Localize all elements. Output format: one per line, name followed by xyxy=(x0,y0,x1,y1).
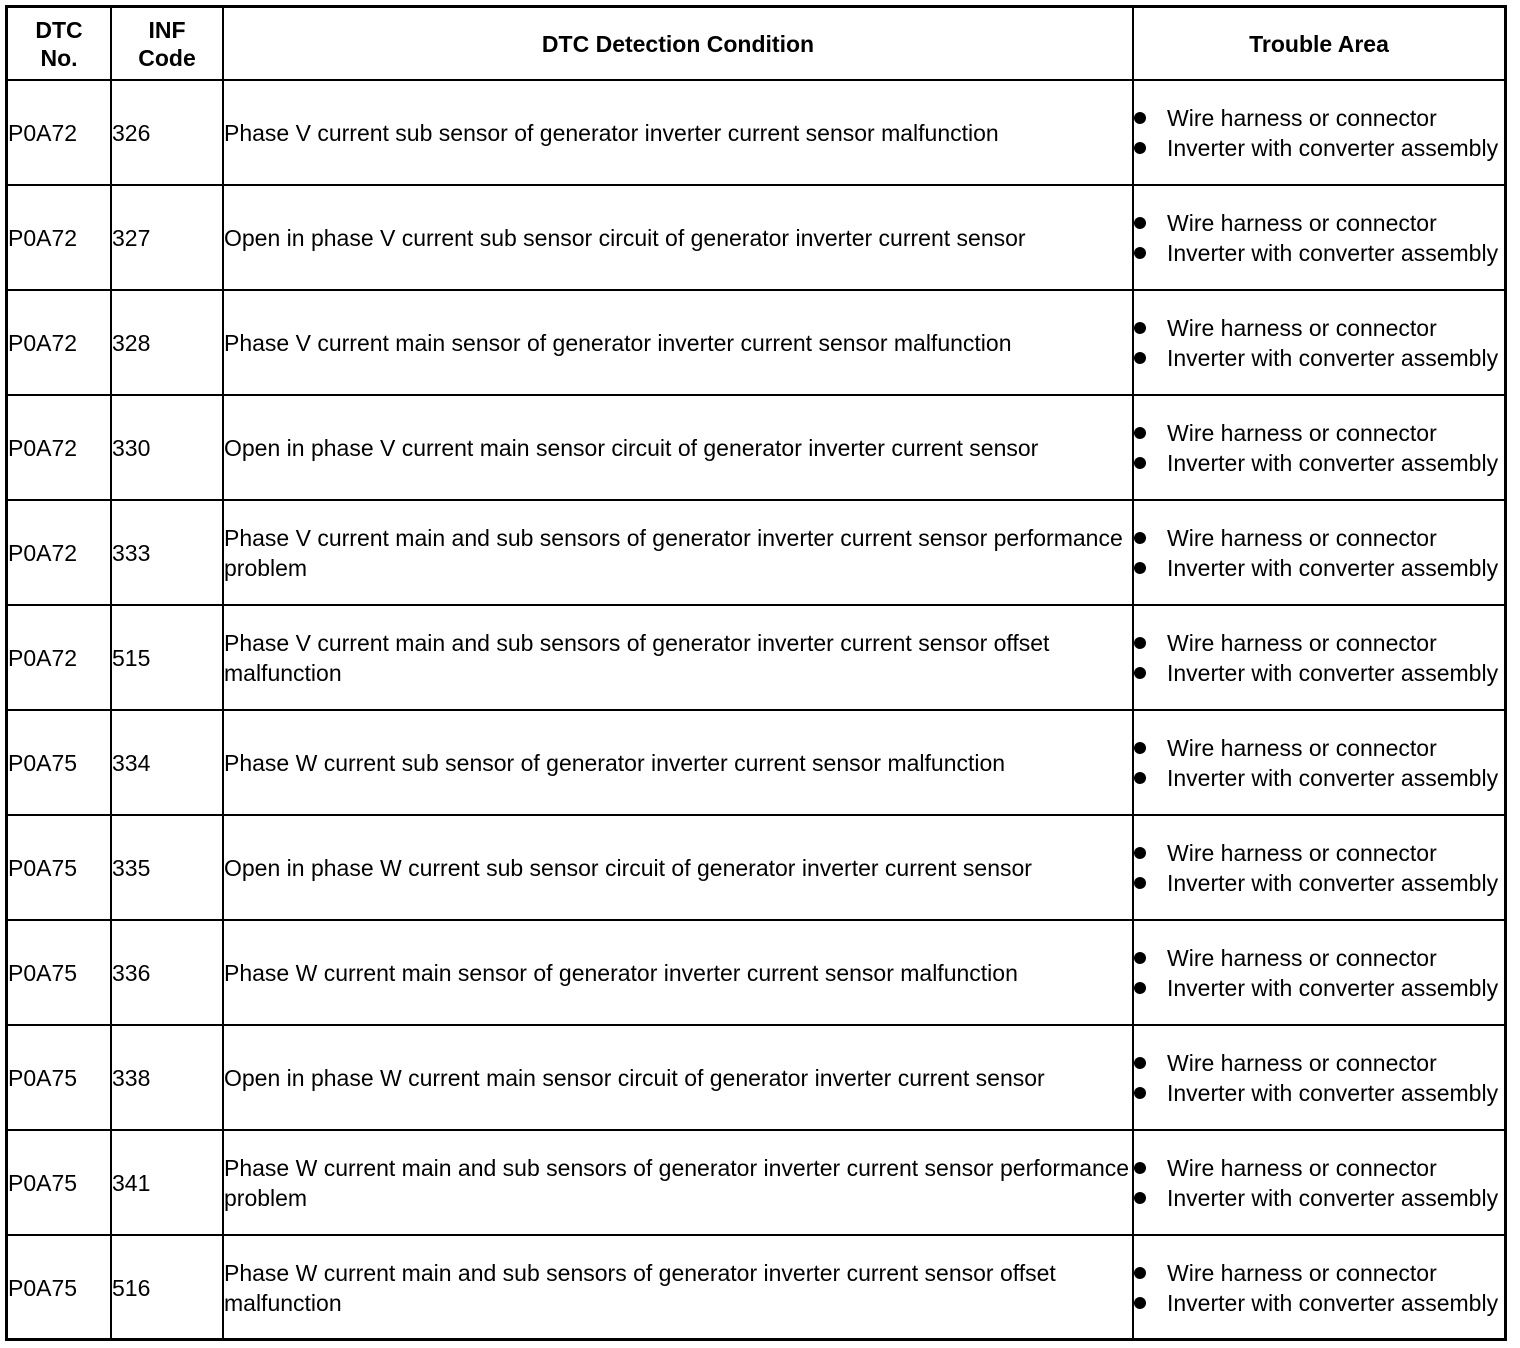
trouble-area xyxy=(1133,185,1504,290)
trouble-area-text: Wire harness or connector xyxy=(1167,629,1437,656)
trouble-area xyxy=(1133,1130,1504,1235)
trouble-area-text: Inverter with converter assembly xyxy=(1167,134,1499,161)
trouble-area-item xyxy=(1134,103,1504,133)
dtc-number: P0A75 xyxy=(8,1235,111,1339)
trouble-area-item xyxy=(1134,1258,1504,1288)
trouble-area-list xyxy=(1134,418,1504,478)
trouble-area-text: Inverter with converter assembly xyxy=(1167,1184,1499,1211)
trouble-area-list xyxy=(1134,1153,1504,1213)
trouble-area-text: Inverter with converter assembly xyxy=(1167,239,1499,266)
header-inf-code xyxy=(111,8,223,80)
detection-condition: Open in phase V current main sensor circuit of generator inverter current sensor xyxy=(223,395,1133,500)
inf-code: 341 xyxy=(111,1130,223,1235)
detection-condition: Phase W current main and sub sensors of generator inverter current sensor performance problem xyxy=(223,1130,1133,1235)
trouble-area-list xyxy=(1134,1258,1504,1318)
trouble-area-item xyxy=(1134,733,1504,763)
trouble-area-text: Inverter with converter assembly xyxy=(1167,869,1499,896)
dtc-number: P0A72 xyxy=(8,80,111,185)
trouble-area xyxy=(1133,710,1504,815)
bullet-icon xyxy=(1134,322,1146,334)
trouble-area-text: Inverter with converter assembly xyxy=(1167,974,1499,1001)
table-row xyxy=(8,290,1504,395)
inf-code: 333 xyxy=(111,500,223,605)
inf-code: 326 xyxy=(111,80,223,185)
bullet-icon xyxy=(1134,247,1146,259)
trouble-area-item xyxy=(1134,208,1504,238)
trouble-area xyxy=(1133,500,1504,605)
table-row xyxy=(8,920,1504,1025)
trouble-area xyxy=(1133,815,1504,920)
trouble-area-text: Wire harness or connector xyxy=(1167,1259,1437,1286)
bullet-icon xyxy=(1134,1267,1146,1279)
trouble-area-text: Inverter with converter assembly xyxy=(1167,449,1499,476)
trouble-area-item xyxy=(1134,1288,1504,1318)
trouble-area-text: Wire harness or connector xyxy=(1167,734,1437,761)
trouble-area-item xyxy=(1134,973,1504,1003)
dtc-number: P0A72 xyxy=(8,605,111,710)
trouble-area-item xyxy=(1134,838,1504,868)
trouble-area xyxy=(1133,290,1504,395)
trouble-area-list xyxy=(1134,733,1504,793)
trouble-area-text: Wire harness or connector xyxy=(1167,944,1437,971)
bullet-icon xyxy=(1134,847,1146,859)
trouble-area xyxy=(1133,80,1504,185)
detection-condition: Phase W current sub sensor of generator inverter current sensor malfunction xyxy=(223,710,1133,815)
dtc-table xyxy=(8,8,1504,1339)
trouble-area-text: Wire harness or connector xyxy=(1167,104,1437,131)
dtc-number: P0A75 xyxy=(8,920,111,1025)
trouble-area-text: Wire harness or connector xyxy=(1167,1154,1437,1181)
trouble-area-item xyxy=(1134,763,1504,793)
table-row xyxy=(8,1130,1504,1235)
inf-code: 338 xyxy=(111,1025,223,1130)
header-inf-code-line2: Code xyxy=(138,44,196,71)
table-row xyxy=(8,185,1504,290)
table-header-row xyxy=(8,8,1504,80)
dtc-number: P0A75 xyxy=(8,710,111,815)
inf-code: 330 xyxy=(111,395,223,500)
bullet-icon xyxy=(1134,1087,1146,1099)
table-row xyxy=(8,815,1504,920)
table-row xyxy=(8,1235,1504,1339)
bullet-icon xyxy=(1134,1297,1146,1309)
header-inf-code-line1: INF xyxy=(148,16,186,43)
bullet-icon xyxy=(1134,217,1146,229)
dtc-number: P0A72 xyxy=(8,290,111,395)
detection-condition: Open in phase V current sub sensor circuit of generator inverter current sensor xyxy=(223,185,1133,290)
header-dtc-no-line1: DTC xyxy=(35,16,83,43)
table-body xyxy=(8,80,1504,1339)
trouble-area-item xyxy=(1134,1153,1504,1183)
inf-code: 515 xyxy=(111,605,223,710)
table-row xyxy=(8,605,1504,710)
header-dtc-no-line2: No. xyxy=(40,44,78,71)
detection-condition: Open in phase W current main sensor circuit of generator inverter current sensor xyxy=(223,1025,1133,1130)
trouble-area xyxy=(1133,1235,1504,1339)
trouble-area-item xyxy=(1134,1078,1504,1108)
table-row xyxy=(8,395,1504,500)
inf-code: 516 xyxy=(111,1235,223,1339)
inf-code: 335 xyxy=(111,815,223,920)
header-dtc-no xyxy=(8,8,111,80)
inf-code: 336 xyxy=(111,920,223,1025)
trouble-area-item xyxy=(1134,133,1504,163)
bullet-icon xyxy=(1134,532,1146,544)
bullet-icon xyxy=(1134,142,1146,154)
trouble-area-item xyxy=(1134,418,1504,448)
header-trouble-area: Trouble Area xyxy=(1133,8,1504,80)
inf-code: 334 xyxy=(111,710,223,815)
trouble-area-text: Wire harness or connector xyxy=(1167,839,1437,866)
dtc-number: P0A72 xyxy=(8,185,111,290)
table-row xyxy=(8,500,1504,605)
trouble-area-item xyxy=(1134,1048,1504,1078)
trouble-area-item xyxy=(1134,343,1504,373)
trouble-area xyxy=(1133,605,1504,710)
trouble-area-text: Inverter with converter assembly xyxy=(1167,764,1499,791)
dtc-number: P0A75 xyxy=(8,1130,111,1235)
detection-condition: Open in phase W current sub sensor circuit of generator inverter current sensor xyxy=(223,815,1133,920)
trouble-area xyxy=(1133,395,1504,500)
dtc-number: P0A72 xyxy=(8,500,111,605)
trouble-area-list xyxy=(1134,103,1504,163)
inf-code: 327 xyxy=(111,185,223,290)
trouble-area-item xyxy=(1134,868,1504,898)
dtc-number: P0A75 xyxy=(8,815,111,920)
table-row xyxy=(8,80,1504,185)
bullet-icon xyxy=(1134,352,1146,364)
trouble-area-text: Inverter with converter assembly xyxy=(1167,1289,1499,1316)
detection-condition: Phase V current main and sub sensors of generator inverter current sensor offset malfunction xyxy=(223,605,1133,710)
trouble-area-item xyxy=(1134,628,1504,658)
bullet-icon xyxy=(1134,952,1146,964)
trouble-area-text: Inverter with converter assembly xyxy=(1167,659,1499,686)
trouble-area-text: Wire harness or connector xyxy=(1167,419,1437,446)
bullet-icon xyxy=(1134,742,1146,754)
trouble-area-text: Inverter with converter assembly xyxy=(1167,344,1499,371)
detection-condition: Phase W current main and sub sensors of generator inverter current sensor offset malfunction xyxy=(223,1235,1133,1339)
trouble-area-text: Wire harness or connector xyxy=(1167,524,1437,551)
bullet-icon xyxy=(1134,1057,1146,1069)
detection-condition: Phase V current sub sensor of generator inverter current sensor malfunction xyxy=(223,80,1133,185)
bullet-icon xyxy=(1134,1192,1146,1204)
table-row xyxy=(8,710,1504,815)
trouble-area-text: Wire harness or connector xyxy=(1167,314,1437,341)
inf-code: 328 xyxy=(111,290,223,395)
detection-condition: Phase V current main sensor of generator inverter current sensor malfunction xyxy=(223,290,1133,395)
detection-condition: Phase W current main sensor of generator inverter current sensor malfunction xyxy=(223,920,1133,1025)
trouble-area-list xyxy=(1134,1048,1504,1108)
trouble-area-item xyxy=(1134,448,1504,478)
bullet-icon xyxy=(1134,1162,1146,1174)
trouble-area-text: Inverter with converter assembly xyxy=(1167,1079,1499,1106)
trouble-area-item xyxy=(1134,523,1504,553)
table-row xyxy=(8,1025,1504,1130)
bullet-icon xyxy=(1134,457,1146,469)
trouble-area-list xyxy=(1134,208,1504,268)
dtc-number: P0A72 xyxy=(8,395,111,500)
trouble-area-text: Wire harness or connector xyxy=(1167,1049,1437,1076)
bullet-icon xyxy=(1134,877,1146,889)
trouble-area-item xyxy=(1134,943,1504,973)
trouble-area-list xyxy=(1134,313,1504,373)
trouble-area-list xyxy=(1134,628,1504,688)
trouble-area-item xyxy=(1134,553,1504,583)
trouble-area xyxy=(1133,1025,1504,1130)
bullet-icon xyxy=(1134,562,1146,574)
bullet-icon xyxy=(1134,772,1146,784)
trouble-area-item xyxy=(1134,238,1504,268)
trouble-area-list xyxy=(1134,943,1504,1003)
trouble-area-text: Wire harness or connector xyxy=(1167,209,1437,236)
trouble-area-list xyxy=(1134,523,1504,583)
trouble-area-text: Inverter with converter assembly xyxy=(1167,554,1499,581)
trouble-area-item xyxy=(1134,1183,1504,1213)
detection-condition: Phase V current main and sub sensors of generator inverter current sensor performance problem xyxy=(223,500,1133,605)
trouble-area-list xyxy=(1134,838,1504,898)
dtc-table-frame xyxy=(5,5,1507,1341)
header-detection-condition: DTC Detection Condition xyxy=(223,8,1133,80)
bullet-icon xyxy=(1134,427,1146,439)
dtc-number: P0A75 xyxy=(8,1025,111,1130)
trouble-area xyxy=(1133,920,1504,1025)
trouble-area-item xyxy=(1134,658,1504,688)
bullet-icon xyxy=(1134,982,1146,994)
bullet-icon xyxy=(1134,637,1146,649)
bullet-icon xyxy=(1134,112,1146,124)
trouble-area-item xyxy=(1134,313,1504,343)
bullet-icon xyxy=(1134,667,1146,679)
